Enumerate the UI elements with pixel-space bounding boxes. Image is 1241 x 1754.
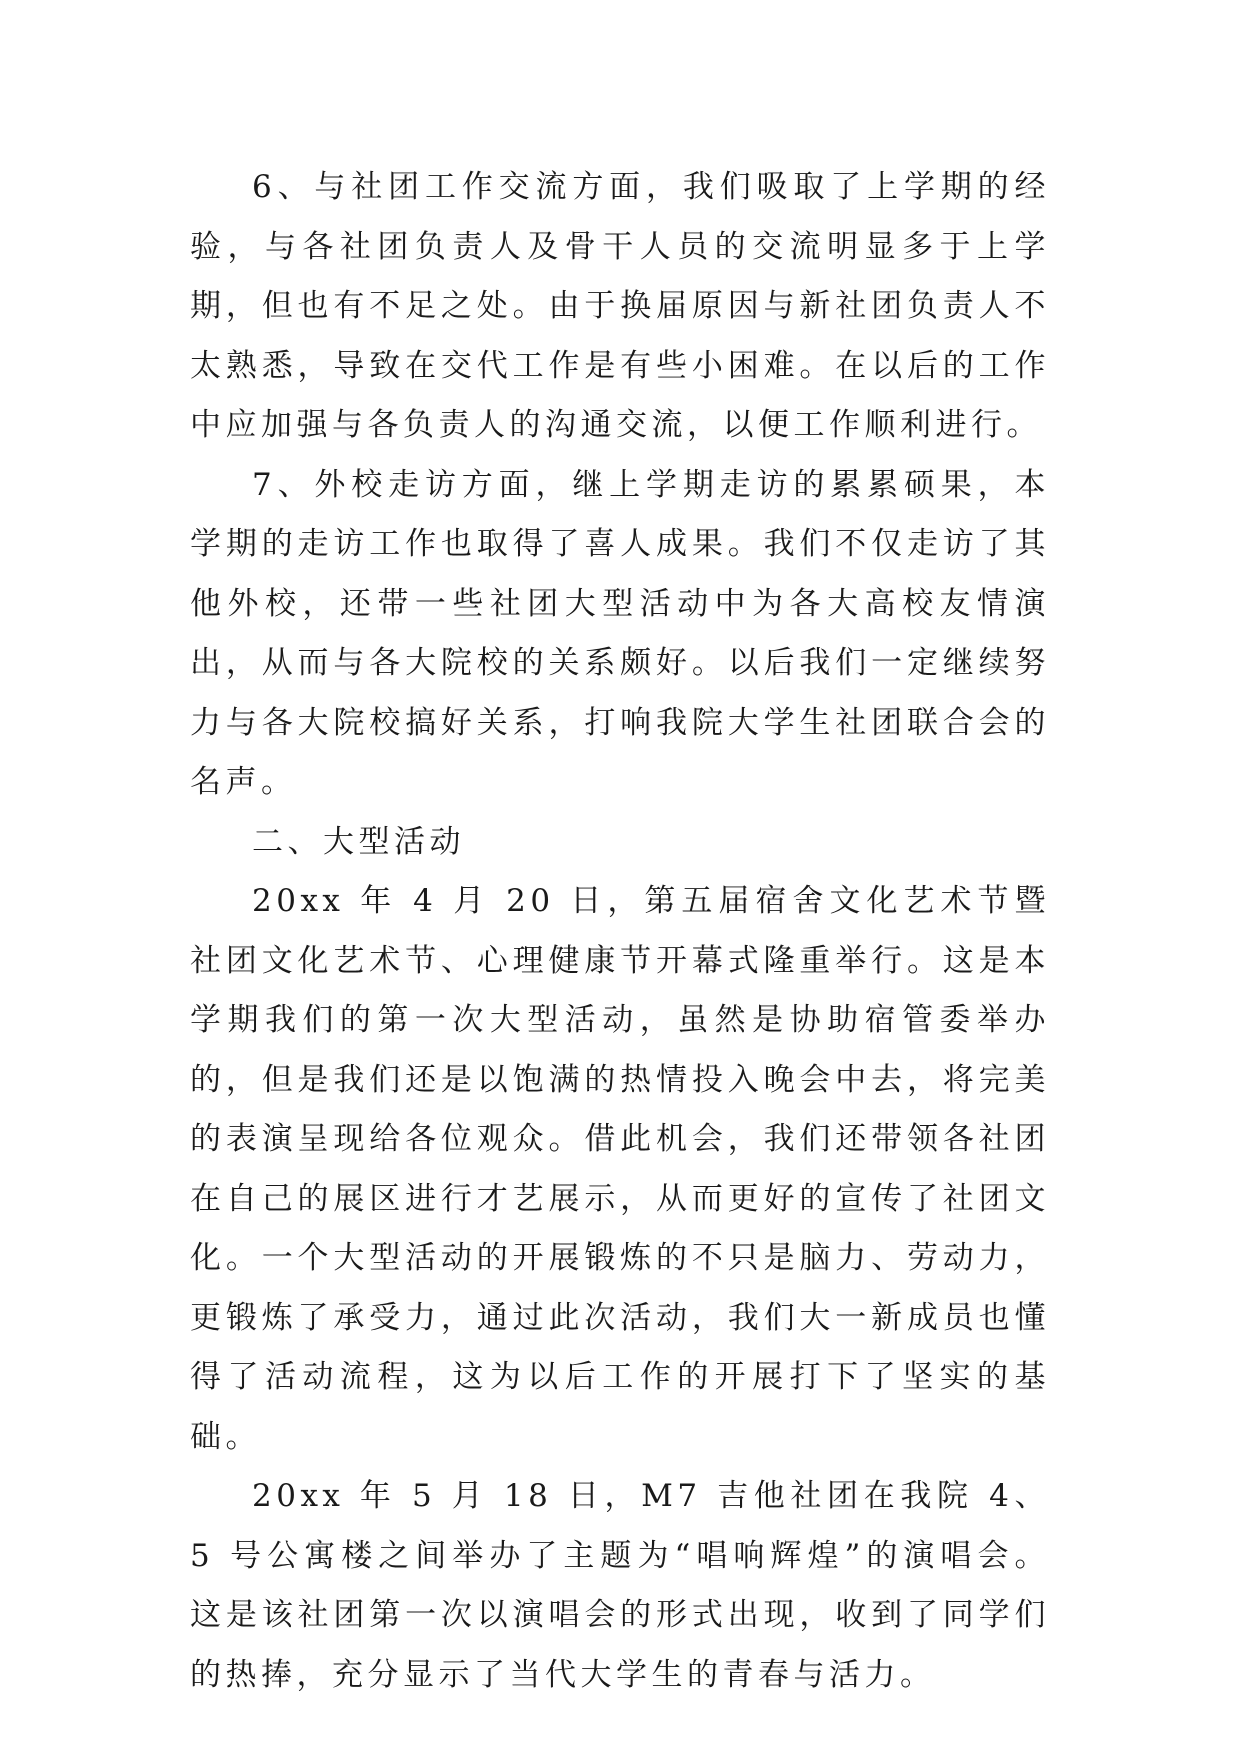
paragraph-external-visits: 7、外校走访方面，继上学期走访的累累硕果，本学期的走访工作也取得了喜人成果。我们不仅走访了其他外校，还带一些社团大型活动中为各大高校友情演出，从而与各大院校的关系颇好。以后我们一定继续努力与各大院校搞好关系，打响我院大学生社团联合会的名声。 — [190, 466, 1050, 800]
section-heading-major-events: 二、大型活动 — [252, 823, 465, 860]
paragraph-club-communication: 6、与社团工作交流方面，我们吸取了上学期的经验，与各社团负责人及骨干人员的交流明显多于上学期，但也有不足之处。由于换届原因与新社团负责人不太熟悉，导致在交代工作是有些小困难。在以后的工作中应加强与各负责人的沟通交流，以便工作顺利进行。 — [190, 169, 1050, 443]
paragraph-may-concert: 20xx 年 5 月 18 日，M7 吉他社团在我院 4、5 号公寓楼之间举办了主题为“唱响辉煌”的演唱会。这是该社团第一次以演唱会的形式出现，收到了同学们的热捧，充分显示了当代大学生的青春与活力。 — [190, 1478, 1050, 1693]
document-page — [190, 158, 1050, 1705]
paragraph-april-event: 20xx 年 4 月 20 日，第五届宿舍文化艺术节暨社团文化艺术节、心理健康节开幕式隆重举行。这是本学期我们的第一次大型活动，虽然是协助宿管委举办的，但是我们还是以饱满的热情投入晚会中去，将完美的表演呈现给各位观众。借此机会，我们还带领各社团在自己的展区进行才艺展示，从而更好的宣传了社团文化。一个大型活动的开展锻炼的不只是脑力、劳动力，更锻炼了承受力，通过此次活动，我们大一新成员也懂得了活动流程，这为以后工作的开展打下了坚实的基础。 — [190, 883, 1050, 1455]
